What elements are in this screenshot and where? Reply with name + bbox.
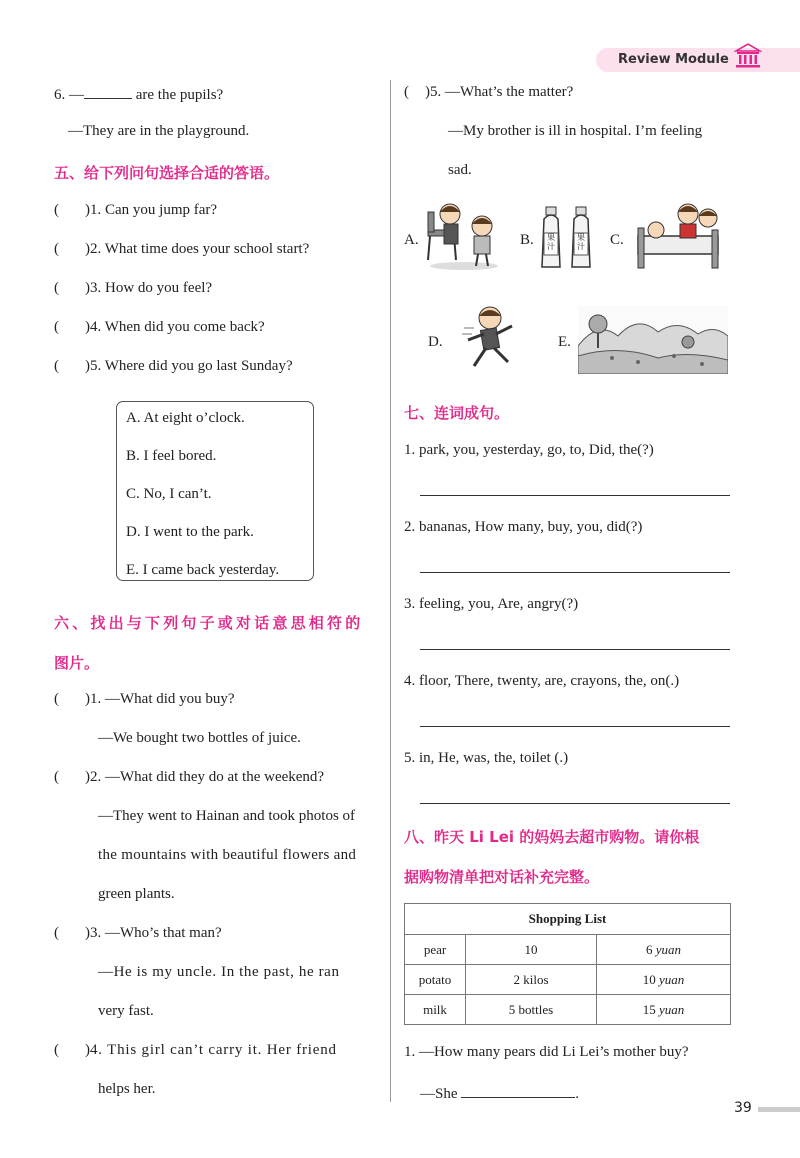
picture-e-label: E. (558, 334, 571, 350)
s7-item-5: 5. in, He, was, the, toilet (.) (404, 750, 569, 766)
q6-question: 6. — are the pupils? (54, 84, 223, 104)
section8-title-line1: 八、昨天 Li Lei 的妈妈去超市购物。请你根 (404, 828, 700, 846)
shopping-list-table (404, 903, 731, 1025)
section5-title: 五、给下列问句选择合适的答语。 (54, 164, 280, 182)
s8-q1: 1. —How many pears did Li Lei’s mother buy? (404, 1044, 689, 1060)
s5-item-1: ( )1. Can you jump far? (54, 202, 218, 218)
picture-c-label: C. (610, 232, 624, 248)
s7-answer-line-5[interactable] (420, 803, 730, 804)
children-carrying-chair-illustration (420, 200, 506, 272)
s7-item-2: 2. bananas, How many, buy, you, did(?) (404, 519, 643, 535)
table-row (405, 935, 731, 965)
s6-q2: ( )2. —What did they do at the weekend? (54, 769, 325, 785)
s5-item-4: ( )4. When did you come back? (54, 319, 265, 335)
s6-q3-line-b: —He is my uncle. In the past, he ran (98, 964, 340, 980)
bottle-label-1: 果汁 (547, 233, 555, 251)
item-cell: pear (405, 935, 466, 965)
section8-title-line2: 据购物清单把对话补充完整。 (404, 868, 600, 886)
table-row (405, 965, 731, 995)
s6-q1: ( )1. —What did you buy? (54, 691, 235, 707)
s7-item-3: 3. feeling, you, Are, angry(?) (404, 596, 579, 612)
hospital-bed-illustration (634, 200, 726, 272)
picture-a-label: A. (404, 232, 419, 248)
price-cell: 10 yuan (597, 965, 731, 995)
running-boy-illustration (460, 304, 522, 374)
page-number: 39 (734, 1100, 752, 1116)
table-row (405, 995, 731, 1025)
section6-title-line1: 六、找出与下列句子或对话意思相符的 (54, 614, 364, 632)
s6-q3-line-c: very fast. (98, 1003, 154, 1019)
section7-title: 七、连词成句。 (404, 404, 510, 422)
choice-c: C. No, I can’t. (126, 486, 212, 502)
picture-d-label: D. (428, 334, 443, 350)
s6-q4-line-b: helps her. (98, 1081, 156, 1097)
price-cell: 6 yuan (597, 935, 731, 965)
s6-q4: ( )4. This girl can’t carry it. Her friend (54, 1042, 337, 1058)
s6-q3: ( )3. —Who’s that man? (54, 925, 222, 941)
qty-cell: 5 bottles (466, 995, 597, 1025)
choice-d: D. I went to the park. (126, 524, 254, 540)
picture-b-label: B. (520, 232, 534, 248)
s8-q1-answer: —She . (420, 1083, 579, 1103)
s7-answer-line-1[interactable] (420, 495, 730, 496)
s5-item-2: ( )2. What time does your school start? (54, 241, 310, 257)
s7-answer-line-3[interactable] (420, 649, 730, 650)
mountain-landscape-illustration (578, 306, 728, 374)
module-title: Review Module (618, 52, 729, 67)
s6-q5-line-c: sad. (448, 162, 472, 178)
choice-b: B. I feel bored. (126, 448, 217, 464)
item-cell: potato (405, 965, 466, 995)
qty-cell: 10 (466, 935, 597, 965)
choice-a: A. At eight o’clock. (126, 410, 245, 426)
price-cell: 15 yuan (597, 995, 731, 1025)
page-number-bar (758, 1107, 800, 1112)
s6-q2-line-b: —They went to Hainan and took photos of (98, 808, 356, 824)
s5-item-3: ( )3. How do you feel? (54, 280, 213, 296)
choices-box (116, 401, 314, 581)
s7-item-1: 1. park, you, yesterday, go, to, Did, the(?) (404, 442, 654, 458)
s7-answer-line-2[interactable] (420, 572, 730, 573)
shopping-list-title: Shopping List (405, 904, 731, 935)
column-divider (390, 80, 391, 1102)
building-icon (734, 42, 762, 70)
module-header-tab (596, 48, 800, 72)
s6-q2-line-c: the mountains with beautiful flowers and (98, 847, 357, 863)
item-cell: milk (405, 995, 466, 1025)
s6-q1-answer: —We bought two bottles of juice. (98, 730, 301, 746)
s6-q2-line-d: green plants. (98, 886, 175, 902)
qty-cell: 2 kilos (466, 965, 597, 995)
s5-item-5: ( )5. Where did you go last Sunday? (54, 358, 293, 374)
s6-q5-line-b: —My brother is ill in hospital. I’m feeling (448, 123, 703, 139)
q6-answer: —They are in the playground. (68, 123, 250, 139)
q6-blank[interactable] (84, 84, 132, 99)
s7-answer-line-4[interactable] (420, 726, 730, 727)
bottle-label-2: 果汁 (577, 233, 585, 251)
s8-q1-blank[interactable] (461, 1083, 575, 1098)
section6-title-line2: 图片。 (54, 654, 100, 672)
choice-e: E. I came back yesterday. (126, 562, 280, 578)
s7-item-4: 4. floor, There, twenty, are, crayons, the, on(.) (404, 673, 680, 689)
s6-q5: ( )5. —What’s the matter? (404, 84, 574, 100)
